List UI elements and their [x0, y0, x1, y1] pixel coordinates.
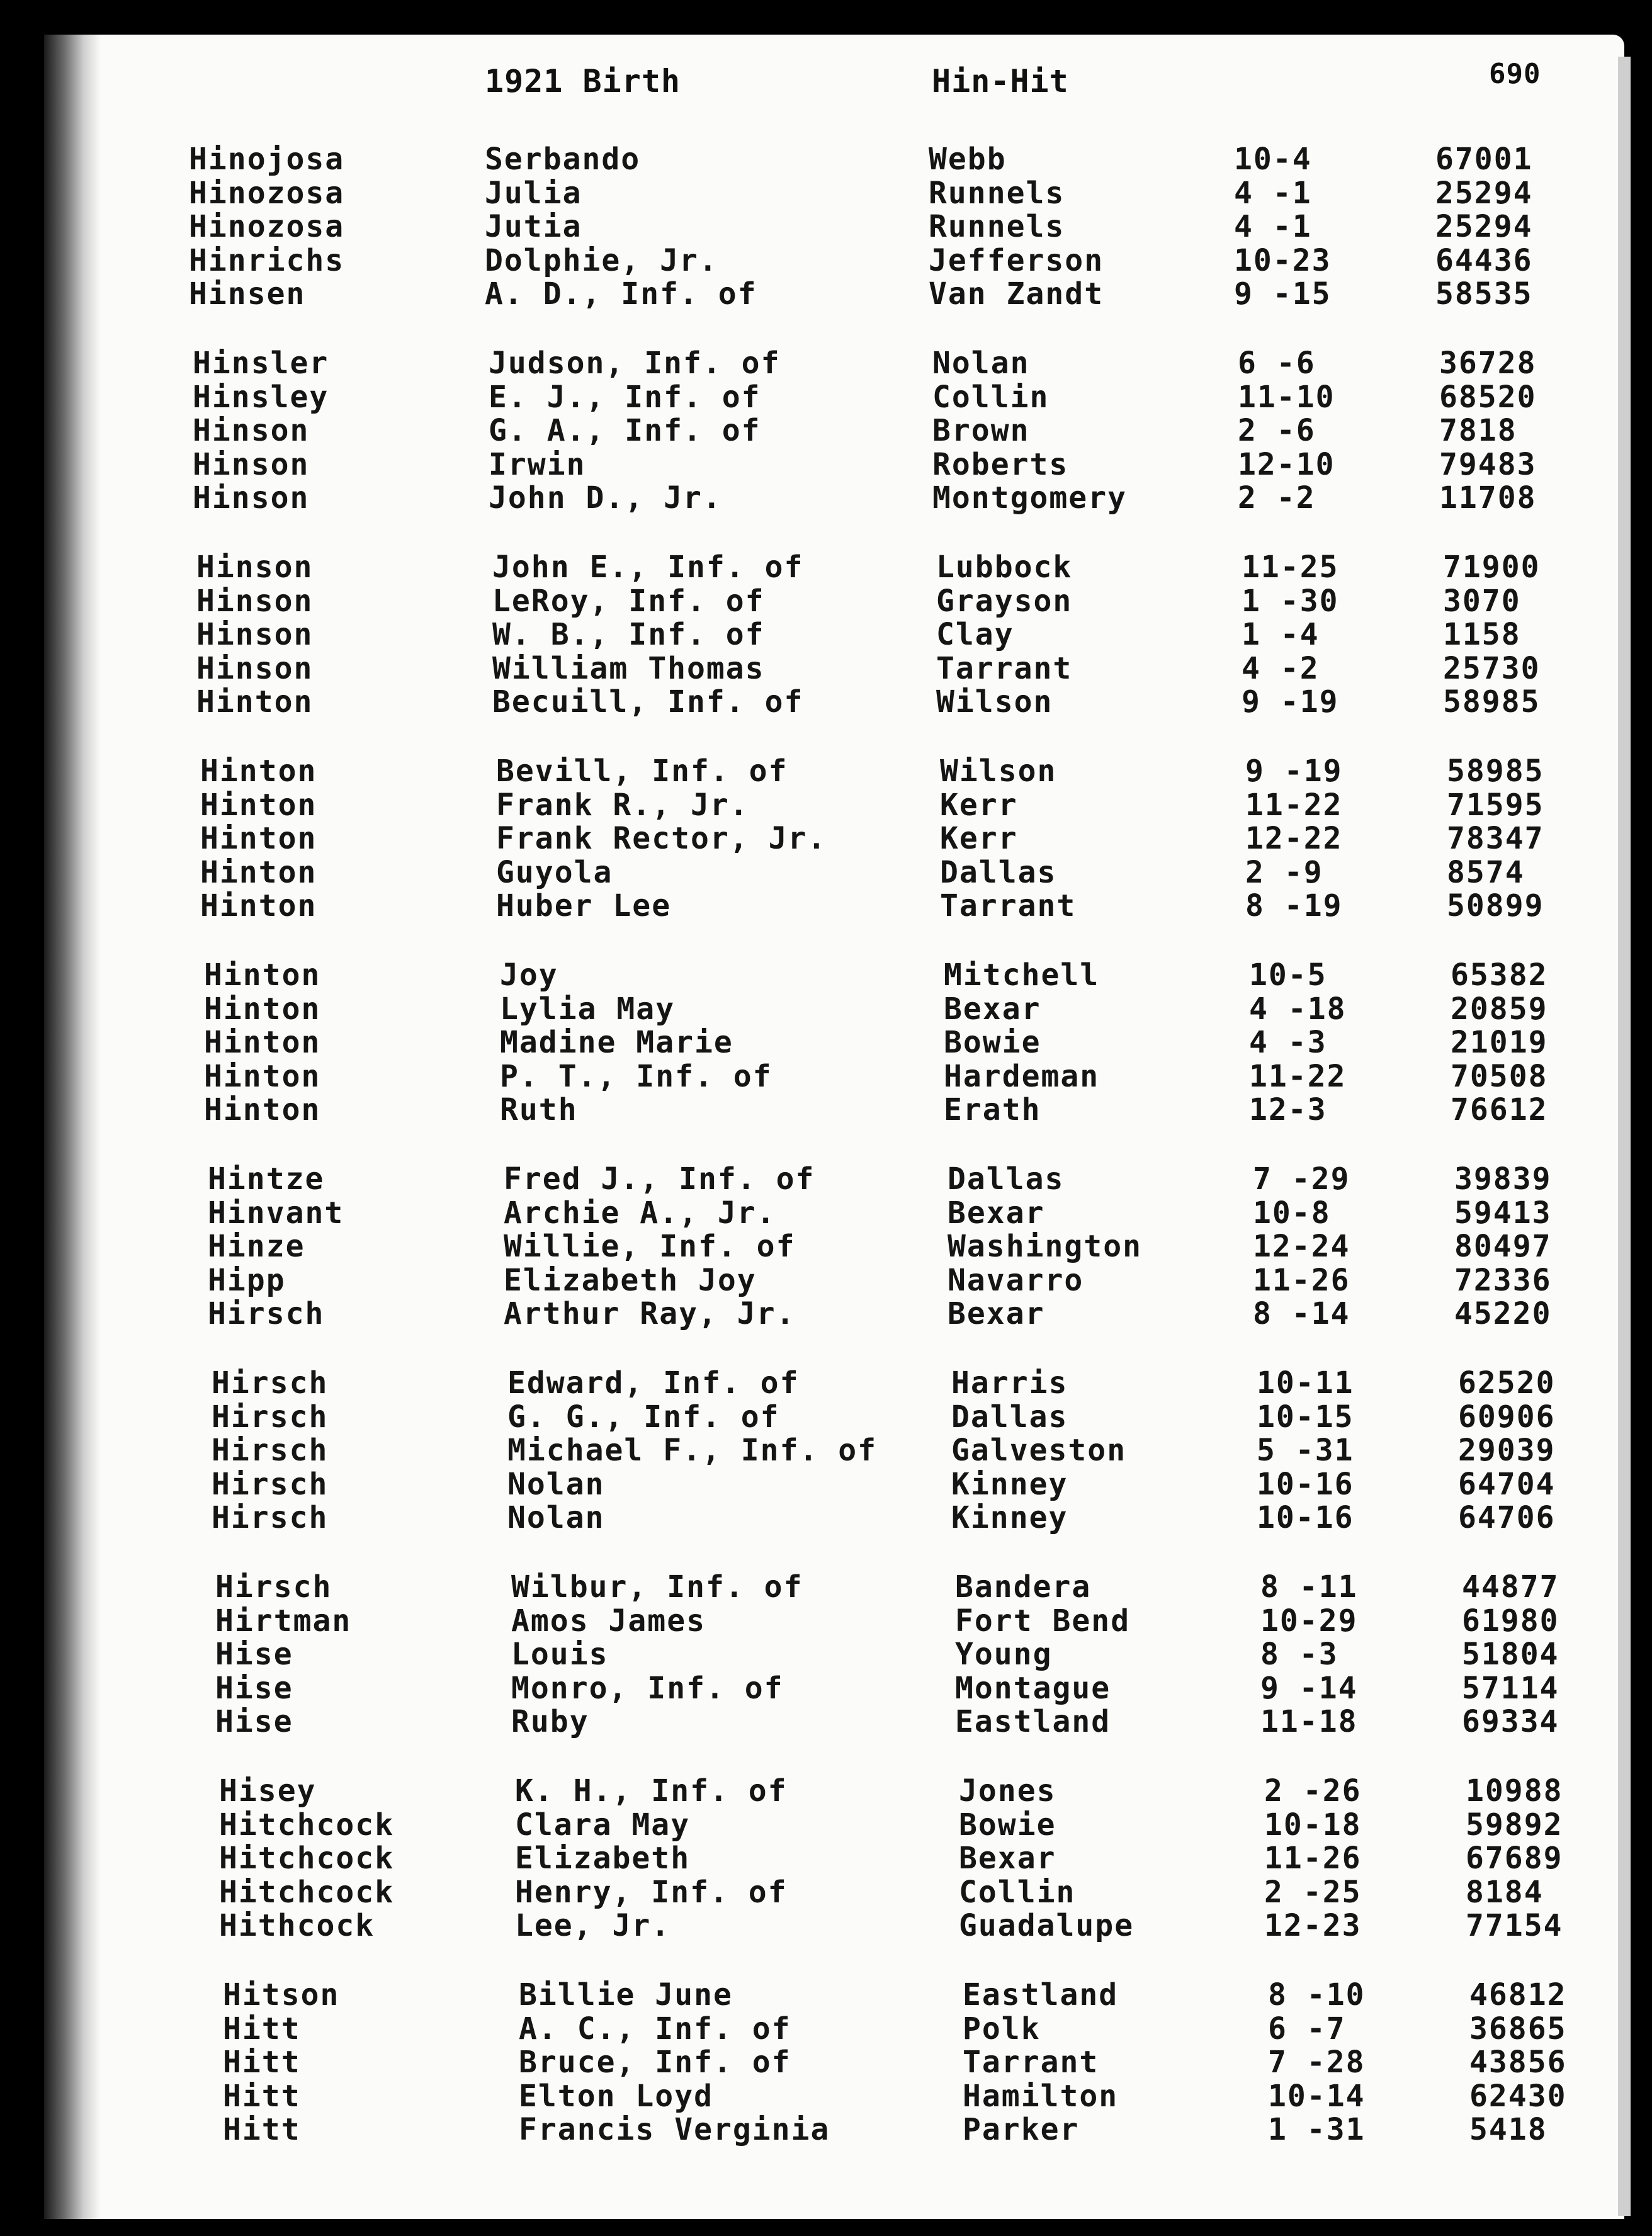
entry-surname: Hitt	[223, 2079, 301, 2114]
entry-date: 1 -4	[1242, 617, 1320, 652]
entry-given-name: Bruce, Inf. of	[519, 2045, 791, 2080]
entry-county: Bandera	[955, 1569, 1092, 1605]
entry-certificate-number: 5418	[1469, 2112, 1547, 2147]
entry-certificate-number: 58985	[1447, 754, 1544, 789]
entry-given-name: Ruth	[500, 1092, 578, 1127]
entry-county: Tarrant	[940, 888, 1077, 923]
entry-date: 12-10	[1238, 447, 1335, 482]
entry-date: 4 -1	[1234, 209, 1312, 244]
entry-certificate-number: 36865	[1469, 2011, 1567, 2047]
entry-certificate-number: 21019	[1451, 1025, 1548, 1060]
entry-certificate-number: 8184	[1466, 1875, 1544, 1910]
entry-surname: Hinozosa	[189, 176, 345, 211]
entry-date: 7 -28	[1268, 2045, 1366, 2080]
entry-given-name: LeRoy, Inf. of	[492, 584, 765, 619]
entry-certificate-number: 71595	[1447, 788, 1544, 823]
entry-given-name: Elizabeth	[515, 1841, 691, 1876]
entry-surname: Hise	[215, 1671, 293, 1706]
entry-county: Guadalupe	[959, 1908, 1134, 1943]
entry-surname: Hirsch	[215, 1569, 332, 1605]
entry-certificate-number: 25294	[1435, 176, 1533, 211]
entry-surname: Hinvant	[208, 1195, 344, 1231]
entry-county: Dallas	[948, 1161, 1065, 1197]
entry-date: 10-11	[1257, 1365, 1354, 1401]
entry-date: 9 -19	[1242, 684, 1339, 720]
entry-county: Montague	[955, 1671, 1111, 1706]
entry-date: 10-5	[1249, 957, 1327, 993]
entry-date: 12-3	[1249, 1092, 1327, 1127]
entry-given-name: Irwin	[489, 447, 586, 482]
entry-date: 11-18	[1260, 1704, 1358, 1739]
entry-surname: Hithcock	[219, 1908, 375, 1943]
entry-given-name: Elton Loyd	[519, 2079, 713, 2114]
entry-certificate-number: 69334	[1462, 1704, 1559, 1739]
entry-surname: Hinson	[193, 480, 310, 516]
entry-surname: Hinson	[193, 413, 310, 448]
entry-surname: Hirsch	[212, 1399, 329, 1435]
entry-given-name: Becuill, Inf. of	[492, 684, 804, 720]
entry-date: 8 -11	[1260, 1569, 1358, 1605]
entry-given-name: Nolan	[507, 1467, 605, 1502]
entry-certificate-number: 72336	[1454, 1263, 1552, 1298]
entry-date: 10-23	[1234, 243, 1332, 278]
entry-given-name: P. T., Inf. of	[500, 1059, 772, 1094]
entry-given-name: Edward, Inf. of	[507, 1365, 800, 1401]
entry-given-name: Guyola	[496, 855, 613, 890]
entry-given-name: Arthur Ray, Jr.	[504, 1296, 796, 1331]
entry-given-name: Henry, Inf. of	[515, 1875, 788, 1910]
entry-given-name: Joy	[500, 957, 558, 993]
entry-certificate-number: 7818	[1439, 413, 1517, 448]
entry-surname: Hinsley	[193, 380, 329, 415]
entry-certificate-number: 51804	[1462, 1637, 1559, 1672]
entry-surname: Hinton	[200, 754, 317, 789]
entry-surname: Hirsch	[212, 1467, 329, 1502]
entry-date: 2 -26	[1264, 1773, 1362, 1809]
entry-date: 4 -3	[1249, 1025, 1327, 1060]
entry-surname: Hinson	[196, 617, 314, 652]
entry-certificate-number: 45220	[1454, 1296, 1552, 1331]
entry-county: Lubbock	[936, 550, 1073, 585]
entry-surname: Hinson	[193, 447, 310, 482]
entry-county: Grayson	[936, 584, 1073, 619]
entry-certificate-number: 58985	[1443, 684, 1541, 720]
entry-county: Eastland	[963, 1977, 1119, 2013]
entry-certificate-number: 65382	[1451, 957, 1548, 993]
entry-date: 12-22	[1245, 821, 1343, 856]
entry-county: Collin	[959, 1875, 1076, 1910]
header-year-type: 1921 Birth	[485, 63, 681, 99]
entry-certificate-number: 10988	[1466, 1773, 1563, 1809]
entry-surname: Hirsch	[212, 1500, 329, 1535]
entry-surname: Hinton	[204, 1092, 321, 1127]
entry-certificate-number: 25294	[1435, 209, 1533, 244]
entry-given-name: Louis	[511, 1637, 609, 1672]
entry-surname: Hinsen	[189, 276, 306, 312]
entry-surname: Hinrichs	[189, 243, 345, 278]
entry-surname: Hirtman	[215, 1603, 352, 1639]
entry-surname: Hitchcock	[219, 1875, 395, 1910]
entry-given-name: W. B., Inf. of	[492, 617, 765, 652]
entry-surname: Hinozosa	[189, 209, 345, 244]
entry-given-name: Monro, Inf. of	[511, 1671, 784, 1706]
entry-county: Hardeman	[944, 1059, 1100, 1094]
entry-date: 12-24	[1253, 1229, 1350, 1264]
entry-certificate-number: 78347	[1447, 821, 1544, 856]
entry-given-name: Billie June	[519, 1977, 733, 2013]
entry-certificate-number: 77154	[1466, 1908, 1563, 1943]
entry-date: 10-4	[1234, 142, 1312, 177]
entry-county: Montgomery	[932, 480, 1127, 516]
entry-date: 10-16	[1257, 1500, 1354, 1535]
entry-certificate-number: 1158	[1443, 617, 1521, 652]
entry-surname: Hinton	[200, 788, 317, 823]
entry-county: Kerr	[940, 821, 1018, 856]
entry-given-name: A. C., Inf. of	[519, 2011, 791, 2047]
entry-certificate-number: 70508	[1451, 1059, 1548, 1094]
entry-date: 6 -6	[1238, 346, 1316, 381]
entry-date: 2 -6	[1238, 413, 1316, 448]
entry-given-name: John E., Inf. of	[492, 550, 804, 585]
entry-given-name: Madine Marie	[500, 1025, 733, 1060]
entry-county: Collin	[932, 380, 1049, 415]
entry-date: 1 -30	[1242, 584, 1339, 619]
entry-certificate-number: 68520	[1439, 380, 1537, 415]
entry-county: Roberts	[932, 447, 1069, 482]
entry-county: Hamilton	[963, 2079, 1119, 2114]
entry-county: Parker	[963, 2112, 1080, 2147]
entry-certificate-number: 50899	[1447, 888, 1544, 923]
entry-date: 10-18	[1264, 1807, 1362, 1843]
entry-date: 9 -15	[1234, 276, 1332, 312]
entry-county: Dallas	[940, 855, 1057, 890]
entry-surname: Hipp	[208, 1263, 286, 1298]
entry-given-name: Willie, Inf. of	[504, 1229, 796, 1264]
entry-date: 11-26	[1253, 1263, 1350, 1298]
entry-surname: Hinton	[204, 957, 321, 993]
entry-date: 11-25	[1242, 550, 1339, 585]
entry-surname: Hinze	[208, 1229, 305, 1264]
entry-surname: Hitson	[223, 1977, 340, 2013]
entry-certificate-number: 44877	[1462, 1569, 1559, 1605]
entry-given-name: Dolphie, Jr.	[485, 243, 718, 278]
entry-given-name: Nolan	[507, 1500, 605, 1535]
entry-certificate-number: 62430	[1469, 2079, 1567, 2114]
entry-county: Fort Bend	[955, 1603, 1131, 1639]
entry-certificate-number: 3070	[1443, 584, 1521, 619]
entry-given-name: Ruby	[511, 1704, 589, 1739]
entry-certificate-number: 36728	[1439, 346, 1537, 381]
entry-given-name: Frank Rector, Jr.	[496, 821, 827, 856]
header-name-range: Hin-Hit	[932, 63, 1069, 99]
entry-date: 10-8	[1253, 1195, 1331, 1231]
entry-given-name: E. J., Inf. of	[489, 380, 761, 415]
entry-surname: Hirsch	[212, 1433, 329, 1468]
entry-surname: Hinojosa	[189, 142, 345, 177]
entry-date: 1 -31	[1268, 2112, 1366, 2147]
entry-date: 2 -25	[1264, 1875, 1362, 1910]
entry-given-name: Elizabeth Joy	[504, 1263, 757, 1298]
entry-date: 10-16	[1257, 1467, 1354, 1502]
entry-given-name: Amos James	[511, 1603, 706, 1639]
entry-date: 5 -31	[1257, 1433, 1354, 1468]
entry-given-name: Serbando	[485, 142, 641, 177]
entry-surname: Hinton	[200, 855, 317, 890]
entry-county: Polk	[963, 2011, 1041, 2047]
entry-county: Bowie	[944, 1025, 1041, 1060]
entry-given-name: Michael F., Inf. of	[507, 1433, 878, 1468]
entry-surname: Hintze	[208, 1161, 325, 1197]
entry-surname: Hitchcock	[219, 1807, 395, 1843]
entry-county: Eastland	[955, 1704, 1111, 1739]
entry-certificate-number: 64436	[1435, 243, 1533, 278]
entry-certificate-number: 76612	[1451, 1092, 1548, 1127]
entry-county: Erath	[944, 1092, 1041, 1127]
entry-county: Kinney	[951, 1467, 1068, 1502]
entry-county: Harris	[951, 1365, 1068, 1401]
entry-date: 8 -3	[1260, 1637, 1338, 1672]
entry-given-name: K. H., Inf. of	[515, 1773, 788, 1809]
entry-certificate-number: 59892	[1466, 1807, 1563, 1843]
entry-date: 7 -29	[1253, 1161, 1350, 1197]
entry-county: Mitchell	[944, 957, 1100, 993]
entry-date: 10-29	[1260, 1603, 1358, 1639]
entry-county: Bexar	[959, 1841, 1056, 1876]
entry-given-name: Lylia May	[500, 991, 676, 1027]
entry-surname: Hise	[215, 1704, 293, 1739]
entry-surname: Hitchcock	[219, 1841, 395, 1876]
entry-given-name: A. D., Inf. of	[485, 276, 757, 312]
entry-given-name: Lee, Jr.	[515, 1908, 671, 1943]
entry-county: Bowie	[959, 1807, 1056, 1843]
entry-certificate-number: 29039	[1458, 1433, 1556, 1468]
entry-given-name: Francis Verginia	[519, 2112, 830, 2147]
entry-date: 8 -14	[1253, 1296, 1350, 1331]
entry-county: Kinney	[951, 1500, 1068, 1535]
entry-certificate-number: 46812	[1469, 1977, 1567, 2013]
entry-certificate-number: 67689	[1466, 1841, 1563, 1876]
entry-date: 10-15	[1257, 1399, 1354, 1435]
entry-certificate-number: 59413	[1454, 1195, 1552, 1231]
entry-certificate-number: 80497	[1454, 1229, 1552, 1264]
entry-county: Young	[955, 1637, 1053, 1672]
entry-given-name: Bevill, Inf. of	[496, 754, 788, 789]
entry-certificate-number: 25730	[1443, 651, 1541, 686]
entry-given-name: G. G., Inf. of	[507, 1399, 780, 1435]
entry-date: 2 -9	[1245, 855, 1323, 890]
entry-surname: Hinton	[204, 1059, 321, 1094]
entry-certificate-number: 20859	[1451, 991, 1548, 1027]
entry-given-name: Fred J., Inf. of	[504, 1161, 815, 1197]
entry-certificate-number: 8574	[1447, 855, 1525, 890]
entry-given-name: Archie A., Jr.	[504, 1195, 776, 1231]
entry-date: 11-22	[1249, 1059, 1347, 1094]
entry-given-name: Judson, Inf. of	[489, 346, 781, 381]
entry-certificate-number: 43856	[1469, 2045, 1567, 2080]
page-number: 690	[1489, 58, 1541, 90]
entry-given-name: John D., Jr.	[489, 480, 722, 516]
entry-county: Navarro	[948, 1263, 1084, 1298]
entry-county: Tarrant	[963, 2045, 1099, 2080]
entry-certificate-number: 57114	[1462, 1671, 1559, 1706]
entry-given-name: Jutia	[485, 209, 582, 244]
entry-date: 11-10	[1238, 380, 1335, 415]
entry-surname: Hinton	[204, 1025, 321, 1060]
entry-surname: Hitt	[223, 2112, 301, 2147]
entry-certificate-number: 64704	[1458, 1467, 1556, 1502]
entry-date: 4 -1	[1234, 176, 1312, 211]
entry-county: Bexar	[948, 1296, 1045, 1331]
entry-certificate-number: 60906	[1458, 1399, 1556, 1435]
entry-certificate-number: 11708	[1439, 480, 1537, 516]
entry-surname: Hinton	[196, 684, 314, 720]
entry-date: 8 -10	[1268, 1977, 1366, 2013]
entry-date: 4 -2	[1242, 651, 1320, 686]
entry-county: Wilson	[940, 754, 1057, 789]
entry-county: Van Zandt	[929, 276, 1104, 312]
entry-date: 10-14	[1268, 2079, 1366, 2114]
entry-date: 8 -19	[1245, 888, 1343, 923]
entry-county: Bexar	[948, 1195, 1045, 1231]
entry-certificate-number: 61980	[1462, 1603, 1559, 1639]
entry-county: Brown	[932, 413, 1030, 448]
entry-given-name: Julia	[485, 176, 582, 211]
entry-given-name: William Thomas	[492, 651, 765, 686]
entry-surname: Hirsch	[208, 1296, 325, 1331]
entry-county: Kerr	[940, 788, 1018, 823]
entry-date: 2 -2	[1238, 480, 1316, 516]
entry-surname: Hinton	[204, 991, 321, 1027]
entry-surname: Hinsler	[193, 346, 329, 381]
entry-certificate-number: 62520	[1458, 1365, 1556, 1401]
entry-certificate-number: 67001	[1435, 142, 1533, 177]
entry-county: Jefferson	[929, 243, 1104, 278]
entry-given-name: Wilbur, Inf. of	[511, 1569, 803, 1605]
entry-county: Jones	[959, 1773, 1056, 1809]
entry-date: 9 -14	[1260, 1671, 1358, 1706]
entry-county: Runnels	[929, 209, 1065, 244]
entry-given-name: Frank R., Jr.	[496, 788, 749, 823]
entry-county: Clay	[936, 617, 1014, 652]
entry-surname: Hirsch	[212, 1365, 329, 1401]
entry-surname: Hinson	[196, 550, 314, 585]
entry-certificate-number: 71900	[1443, 550, 1541, 585]
entry-county: Wilson	[936, 684, 1053, 720]
entry-surname: Hinton	[200, 821, 317, 856]
entry-date: 11-26	[1264, 1841, 1362, 1876]
entry-certificate-number: 79483	[1439, 447, 1537, 482]
entry-given-name: G. A., Inf. of	[489, 413, 761, 448]
entry-given-name: Huber Lee	[496, 888, 672, 923]
entry-surname: Hise	[215, 1637, 293, 1672]
entry-surname: Hitt	[223, 2045, 301, 2080]
entry-county: Washington	[948, 1229, 1142, 1264]
entry-surname: Hitt	[223, 2011, 301, 2047]
entry-certificate-number: 39839	[1454, 1161, 1552, 1197]
entry-surname: Hinson	[196, 584, 314, 619]
entry-given-name: Clara May	[515, 1807, 691, 1843]
entry-county: Nolan	[932, 346, 1030, 381]
entry-surname: Hinson	[196, 651, 314, 686]
entry-certificate-number: 58535	[1435, 276, 1533, 312]
entry-county: Runnels	[929, 176, 1065, 211]
entry-certificate-number: 64706	[1458, 1500, 1556, 1535]
entry-date: 12-23	[1264, 1908, 1362, 1943]
entry-date: 11-22	[1245, 788, 1343, 823]
entry-county: Tarrant	[936, 651, 1073, 686]
entry-date: 4 -18	[1249, 991, 1347, 1027]
entry-date: 6 -7	[1268, 2011, 1346, 2047]
entry-county: Dallas	[951, 1399, 1068, 1435]
entry-date: 9 -19	[1245, 754, 1343, 789]
entry-surname: Hisey	[219, 1773, 317, 1809]
entry-county: Galveston	[951, 1433, 1127, 1468]
entry-county: Bexar	[944, 991, 1041, 1027]
entry-county: Webb	[929, 142, 1007, 177]
entry-surname: Hinton	[200, 888, 317, 923]
